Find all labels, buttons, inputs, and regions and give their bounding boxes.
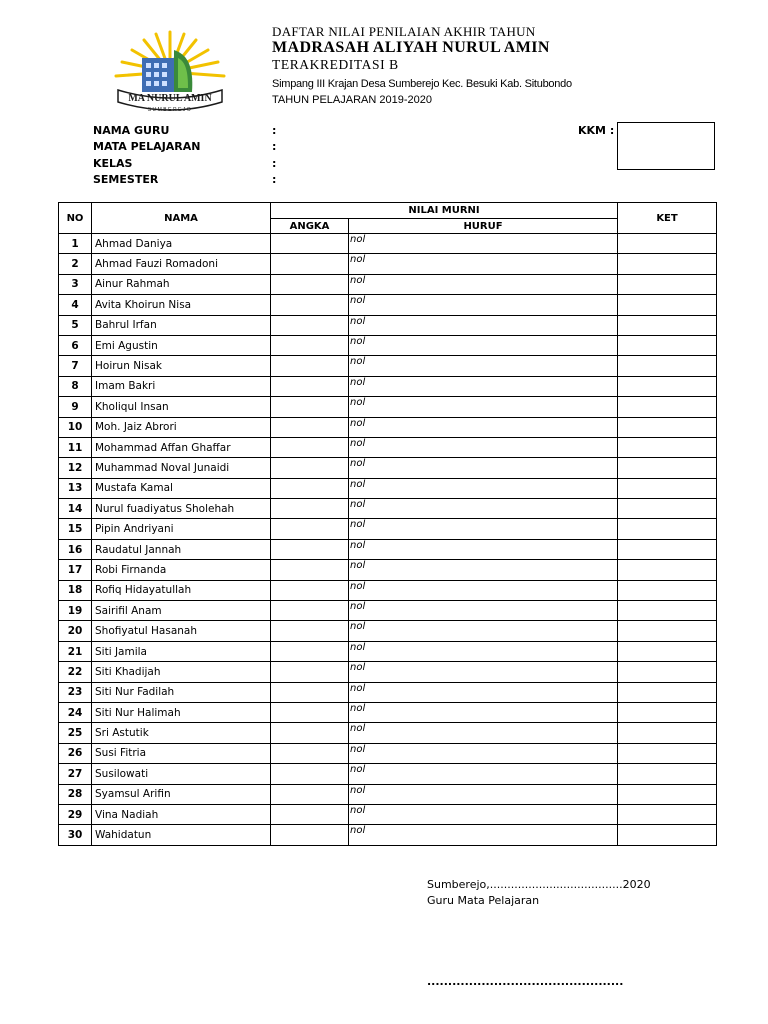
row-angka [271, 702, 349, 722]
row-ket [618, 519, 717, 539]
row-no: 15 [59, 519, 92, 539]
row-huruf: nol [349, 539, 618, 559]
row-huruf: nol [349, 274, 618, 294]
row-ket [618, 702, 717, 722]
table-row [59, 641, 717, 661]
row-no: 29 [59, 804, 92, 824]
school-name: MADRASAH ALIYAH NURUL AMIN [272, 39, 550, 56]
table-row [59, 601, 717, 621]
row-angka [271, 499, 349, 519]
row-angka [271, 458, 349, 478]
row-angka [271, 397, 349, 417]
row-ket [618, 662, 717, 682]
row-angka [271, 274, 349, 294]
logo-text: MA NURUL AMIN [128, 93, 212, 104]
row-no: 6 [59, 335, 92, 355]
row-nama: Susi Fitria [92, 743, 271, 763]
row-angka [271, 539, 349, 559]
guru-colon: : [272, 124, 277, 137]
row-huruf: nol [349, 621, 618, 641]
table-row [59, 804, 717, 824]
row-angka [271, 376, 349, 396]
row-nama: Moh. Jaiz Abrori [92, 417, 271, 437]
row-no: 3 [59, 274, 92, 294]
row-ket [618, 458, 717, 478]
row-huruf: nol [349, 743, 618, 763]
row-huruf: nol [349, 825, 618, 845]
row-no: 23 [59, 682, 92, 702]
accreditation: TERAKREDITASI B [272, 57, 399, 72]
academic-year: TAHUN PELAJARAN 2019-2020 [272, 94, 432, 106]
table-row [59, 580, 717, 600]
mapel-colon: : [272, 140, 277, 153]
col-huruf-header: HURUF [349, 219, 618, 234]
row-huruf: nol [349, 458, 618, 478]
row-angka [271, 825, 349, 845]
table-row [59, 519, 717, 539]
row-nama: Avita Khoirun Nisa [92, 295, 271, 315]
row-nama: Ainur Rahmah [92, 274, 271, 294]
row-ket [618, 641, 717, 661]
table-row [59, 458, 717, 478]
row-nama: Mohammad Affan Ghaffar [92, 437, 271, 457]
row-nama: Siti Nur Halimah [92, 702, 271, 722]
row-angka [271, 641, 349, 661]
row-no: 14 [59, 499, 92, 519]
row-angka [271, 804, 349, 824]
row-ket [618, 295, 717, 315]
table-row [59, 784, 717, 804]
row-huruf: nol [349, 478, 618, 498]
row-no: 30 [59, 825, 92, 845]
table-row [59, 723, 717, 743]
table-row [59, 702, 717, 722]
table-row [59, 743, 717, 763]
row-huruf: nol [349, 315, 618, 335]
row-angka [271, 743, 349, 763]
row-no: 1 [59, 234, 92, 254]
school-address: Simpang III Krajan Desa Sumberejo Kec. Besuki Kab. Situbondo [272, 78, 572, 90]
row-huruf: nol [349, 437, 618, 457]
row-nama: Nurul fuadiyatus Sholehah [92, 499, 271, 519]
table-row [59, 376, 717, 396]
row-angka [271, 335, 349, 355]
row-no: 25 [59, 723, 92, 743]
row-huruf: nol [349, 519, 618, 539]
row-huruf: nol [349, 662, 618, 682]
table-row [59, 397, 717, 417]
signer-role: Guru Mata Pelajaran [427, 894, 540, 907]
col-ket-header: KET [618, 203, 717, 234]
school-logo [108, 28, 232, 114]
row-nama: Rofiq Hidayatullah [92, 580, 271, 600]
row-no: 7 [59, 356, 92, 376]
col-angka-header: ANGKA [271, 219, 349, 234]
row-angka [271, 437, 349, 457]
col-nama-header: NAMA [92, 203, 271, 234]
row-huruf: nol [349, 335, 618, 355]
row-nama: Susilowati [92, 764, 271, 784]
row-ket [618, 580, 717, 600]
row-ket [618, 621, 717, 641]
table-row [59, 621, 717, 641]
table-row [59, 764, 717, 784]
row-ket [618, 539, 717, 559]
row-ket [618, 601, 717, 621]
row-ket [618, 478, 717, 498]
row-no: 9 [59, 397, 92, 417]
row-huruf: nol [349, 234, 618, 254]
row-ket [618, 335, 717, 355]
col-no-header: NO [59, 203, 92, 234]
semester-label: SEMESTER [93, 173, 159, 186]
row-huruf: nol [349, 397, 618, 417]
row-no: 4 [59, 295, 92, 315]
row-ket [618, 315, 717, 335]
row-angka [271, 580, 349, 600]
row-no: 17 [59, 560, 92, 580]
row-angka [271, 662, 349, 682]
row-ket [618, 397, 717, 417]
kkm-box [617, 122, 715, 170]
row-no: 11 [59, 437, 92, 457]
row-huruf: nol [349, 764, 618, 784]
row-angka [271, 682, 349, 702]
row-ket [618, 764, 717, 784]
row-no: 27 [59, 764, 92, 784]
row-ket [618, 743, 717, 763]
table-row [59, 234, 717, 254]
row-nama: Sri Astutik [92, 723, 271, 743]
row-ket [618, 376, 717, 396]
row-nama: Vina Nadiah [92, 804, 271, 824]
mapel-label: MATA PELAJARAN [93, 140, 201, 153]
row-nama: Kholiqul Insan [92, 397, 271, 417]
logo-subtext: SUMBEREJO [147, 107, 193, 113]
row-ket [618, 437, 717, 457]
row-angka [271, 601, 349, 621]
row-no: 16 [59, 539, 92, 559]
row-nama: Ahmad Fauzi Romadoni [92, 254, 271, 274]
row-nama: Mustafa Kamal [92, 478, 271, 498]
grade-rows [59, 234, 717, 846]
table-row [59, 335, 717, 355]
table-row [59, 437, 717, 457]
row-huruf: nol [349, 417, 618, 437]
row-angka [271, 560, 349, 580]
row-nama: Pipin Andriyani [92, 519, 271, 539]
row-ket [618, 254, 717, 274]
signature-line: ............................................... [427, 975, 624, 988]
row-angka [271, 764, 349, 784]
row-huruf: nol [349, 641, 618, 661]
row-no: 2 [59, 254, 92, 274]
row-huruf: nol [349, 804, 618, 824]
table-row [59, 478, 717, 498]
row-nama: Siti Jamila [92, 641, 271, 661]
row-angka [271, 784, 349, 804]
table-row [59, 254, 717, 274]
row-angka [271, 723, 349, 743]
row-angka [271, 621, 349, 641]
row-angka [271, 519, 349, 539]
row-nama: Shofiyatul Hasanah [92, 621, 271, 641]
row-huruf: nol [349, 682, 618, 702]
row-huruf: nol [349, 580, 618, 600]
kelas-label: KELAS [93, 157, 133, 170]
row-ket [618, 499, 717, 519]
row-ket [618, 825, 717, 845]
kelas-colon: : [272, 157, 277, 170]
row-nama: Hoirun Nisak [92, 356, 271, 376]
row-nama: Robi Firnanda [92, 560, 271, 580]
row-nama: Ahmad Daniya [92, 234, 271, 254]
row-ket [618, 682, 717, 702]
row-no: 26 [59, 743, 92, 763]
table-row [59, 825, 717, 845]
row-no: 5 [59, 315, 92, 335]
row-angka [271, 315, 349, 335]
row-no: 20 [59, 621, 92, 641]
row-no: 12 [59, 458, 92, 478]
row-ket [618, 723, 717, 743]
row-huruf: nol [349, 295, 618, 315]
table-row [59, 560, 717, 580]
table-row [59, 274, 717, 294]
row-huruf: nol [349, 723, 618, 743]
row-no: 22 [59, 662, 92, 682]
table-row [59, 499, 717, 519]
table-row [59, 682, 717, 702]
col-nilai-header: NILAI MURNI [271, 203, 618, 219]
row-no: 28 [59, 784, 92, 804]
row-nama: Imam Bakri [92, 376, 271, 396]
row-ket [618, 560, 717, 580]
row-no: 24 [59, 702, 92, 722]
row-huruf: nol [349, 784, 618, 804]
row-nama: Muhammad Noval Junaidi [92, 458, 271, 478]
row-angka [271, 254, 349, 274]
row-no: 18 [59, 580, 92, 600]
row-angka [271, 417, 349, 437]
row-no: 8 [59, 376, 92, 396]
row-ket [618, 356, 717, 376]
kkm-label: KKM : [578, 124, 615, 137]
row-nama: Syamsul Arifin [92, 784, 271, 804]
table-row [59, 662, 717, 682]
row-nama: Bahrul Irfan [92, 315, 271, 335]
grade-table [58, 202, 717, 846]
row-ket [618, 417, 717, 437]
row-ket [618, 804, 717, 824]
row-huruf: nol [349, 356, 618, 376]
row-huruf: nol [349, 601, 618, 621]
row-angka [271, 234, 349, 254]
row-ket [618, 234, 717, 254]
row-angka [271, 478, 349, 498]
row-nama: Wahidatun [92, 825, 271, 845]
table-row [59, 295, 717, 315]
row-no: 10 [59, 417, 92, 437]
row-nama: Sairifil Anam [92, 601, 271, 621]
row-nama: Siti Nur Fadilah [92, 682, 271, 702]
row-huruf: nol [349, 376, 618, 396]
row-no: 21 [59, 641, 92, 661]
row-angka [271, 356, 349, 376]
table-row [59, 417, 717, 437]
row-no: 13 [59, 478, 92, 498]
row-nama: Raudatul Jannah [92, 539, 271, 559]
row-ket [618, 274, 717, 294]
table-row [59, 356, 717, 376]
row-huruf: nol [349, 254, 618, 274]
row-nama: Emi Agustin [92, 335, 271, 355]
doc-title: DAFTAR NILAI PENILAIAN AKHIR TAHUN [272, 24, 536, 39]
row-huruf: nol [349, 702, 618, 722]
place-date: Sumberejo,......................................2020 [427, 878, 651, 891]
semester-colon: : [272, 173, 277, 186]
row-ket [618, 784, 717, 804]
row-huruf: nol [349, 499, 618, 519]
row-nama: Siti Khadijah [92, 662, 271, 682]
table-row [59, 315, 717, 335]
row-huruf: nol [349, 560, 618, 580]
row-no: 19 [59, 601, 92, 621]
row-angka [271, 295, 349, 315]
guru-label: NAMA GURU [93, 124, 170, 137]
table-row [59, 539, 717, 559]
